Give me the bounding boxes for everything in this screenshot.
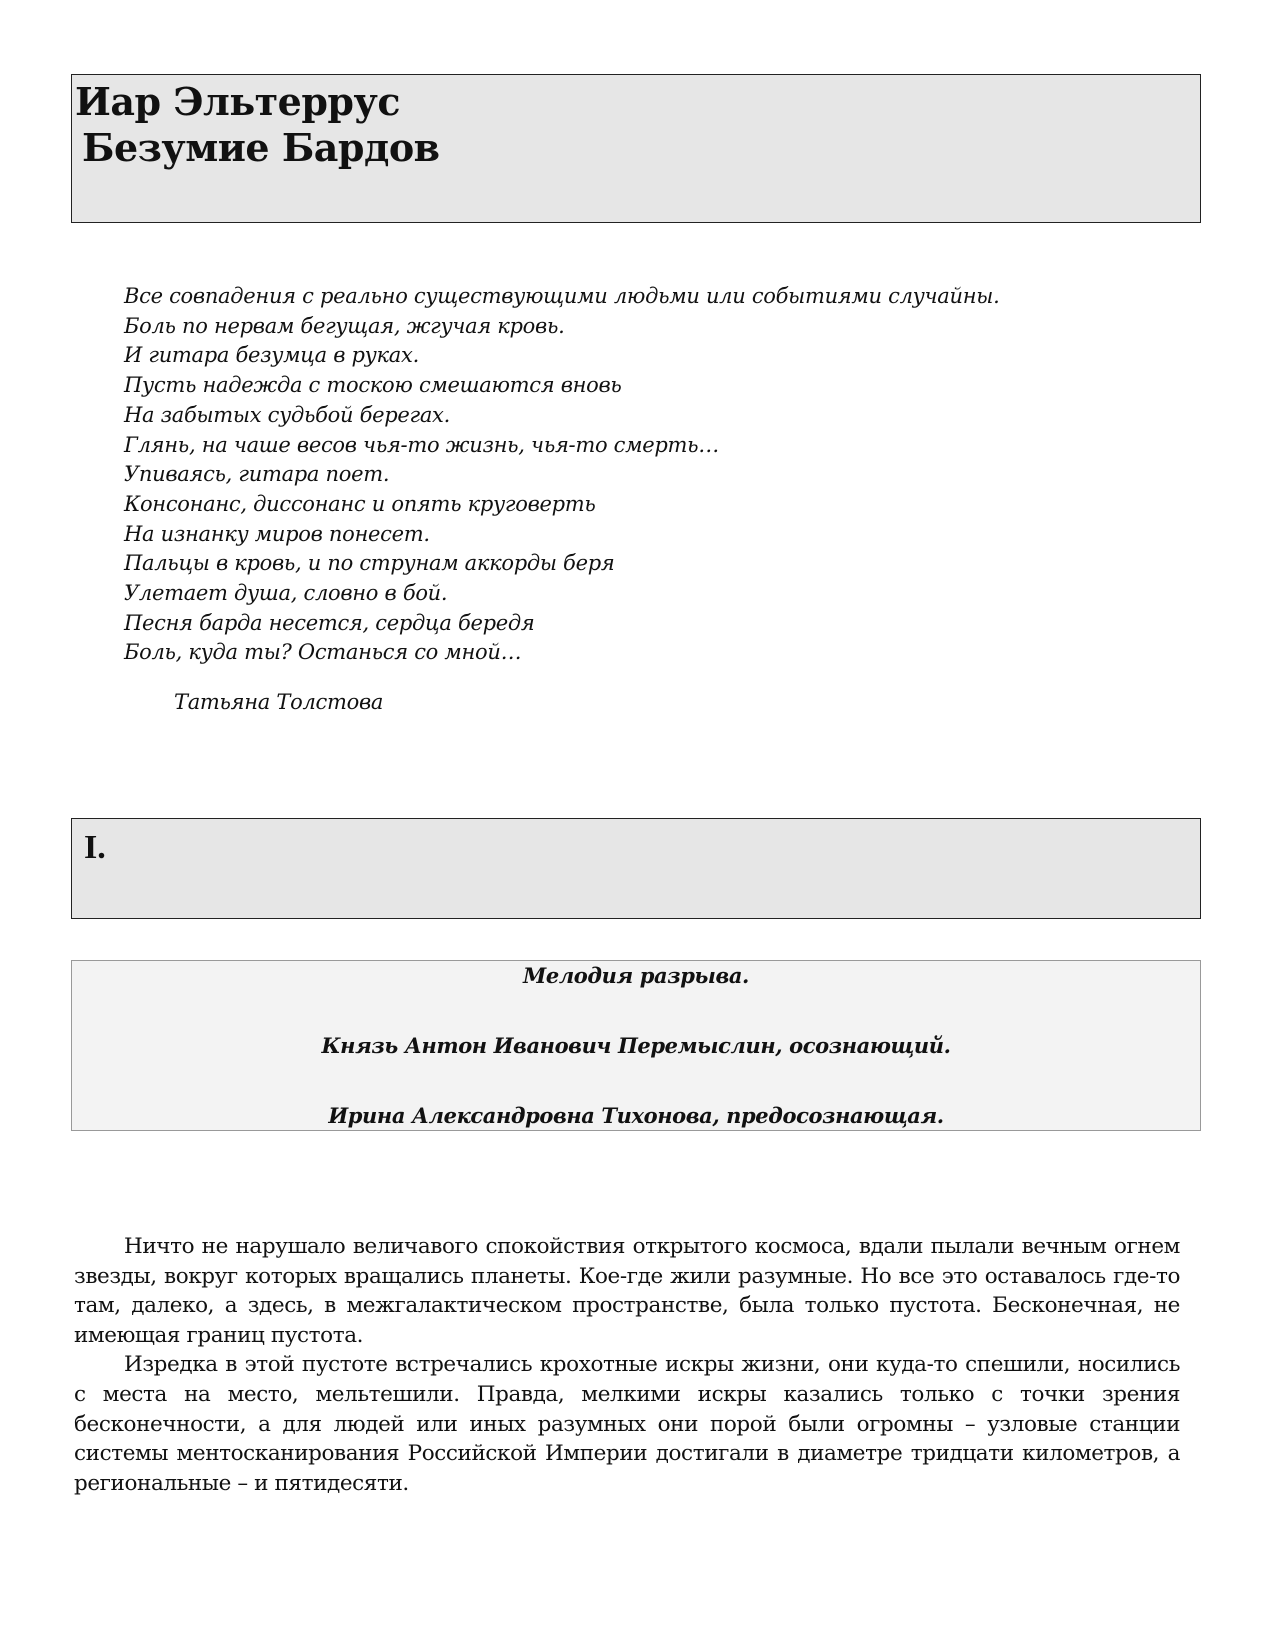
- epigraph: [124, 282, 999, 668]
- epigraph-line: Песня барда несется, сердца бередя: [124, 610, 535, 635]
- author-name: Иар Эльтеррус: [75, 79, 400, 124]
- chapter-number: I.: [84, 829, 106, 866]
- chapter-subtitle: Мелодия разрыва.: [523, 963, 749, 988]
- paragraph: Ничто не нарушало величавого спокойствия открытого космоса, вдали пылали вечным огнем звезды, вокруг которых вращались планеты. Кое-где жили разумные. Но все это оставалось где-то там, далеко, а здесь, в межгалактическом пространстве, была только пустота. Бесконечная, не имеющая границ пустота.: [74, 1234, 1180, 1348]
- character-line: Ирина Александровна Тихонова, предосознающая.: [328, 1103, 944, 1128]
- epigraph-line: И гитара безумца в руках.: [124, 343, 419, 368]
- epigraph-line: Консонанс, диссонанс и опять круговерть: [124, 491, 596, 516]
- epigraph-line: Все совпадения с реально существующими людьми или событиями случайны.: [124, 284, 1000, 308]
- title-box: [71, 74, 1201, 223]
- epigraph-line: На забытых судьбой берегах.: [124, 402, 450, 427]
- paragraph: Изредка в этой пустоте встречались крохотные искры жизни, они куда-то спешили, носились с места на место, мельтешили. Правда, мелкими искры казались только с точки зрения бесконечности, а для людей или иных разумных они порой были огромны – узловые станции системы ментосканирования Российской Империи достигали в диаметре тридцати километров, а региональные – и пятидесяти.: [74, 1352, 1180, 1496]
- epigraph-line: Боль по нервам бегущая, жгучая кровь.: [124, 313, 565, 338]
- chapter-info-box: [71, 960, 1201, 1131]
- epigraph-line: Улетает душа, словно в бой.: [124, 581, 448, 606]
- epigraph-line: Боль, куда ты? Останься со мной…: [124, 640, 522, 665]
- character-line: Князь Антон Иванович Перемыслин, осознающий.: [321, 1033, 951, 1058]
- epigraph-line: На изнанку миров понесет.: [124, 521, 430, 546]
- epigraph-author: Татьяна Толстова: [174, 690, 384, 714]
- epigraph-line: Пальцы в кровь, и по струнам аккорды беря: [124, 551, 615, 576]
- epigraph-line: Глянь, на чаше весов чья-то жизнь, чья-то смерть…: [124, 432, 719, 457]
- body-text: [74, 1232, 1180, 1498]
- book-title: Безумие Бардов: [82, 125, 440, 170]
- chapter-heading-box: [71, 818, 1201, 919]
- epigraph-line: Упиваясь, гитара поет.: [124, 462, 390, 487]
- epigraph-line: Пусть надежда с тоскою смешаются вновь: [124, 373, 622, 398]
